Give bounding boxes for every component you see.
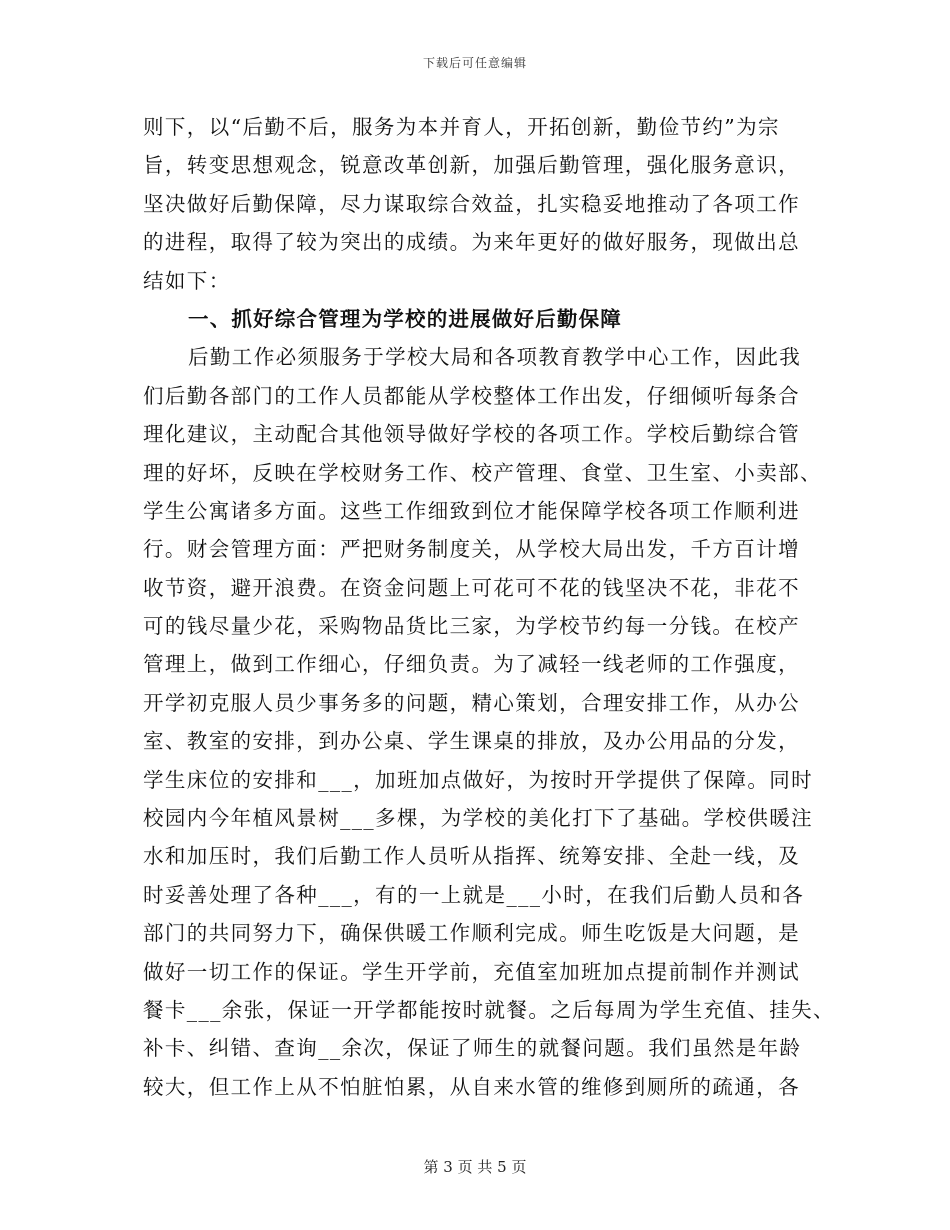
text-line: 学生公寓诸多方面。这些工作细致到位才能保障学校各项工作顺利进 [143,498,800,523]
text-line: 的进程，取得了较为突出的成绩。为来年更好的做好服务，现做出总 [143,230,800,255]
text-line: 管理上，做到工作细心，仔细负责。为了减轻一线老师的工作强度， [143,652,800,677]
document-body [143,108,835,1106]
text-line: 水和加压时，我们后勤工作人员听从指挥、统筹安排、全赴一线，及 [143,844,800,869]
section-heading: 一、抓好综合管理为学校的进展做好后勤保障 [188,306,622,331]
text-line: 可的钱尽量少花，采购物品货比三家，为学校节约每一分钱。在校产 [143,614,800,639]
text-line: 做好一切工作的保证。学生开学前，充值室加班加点提前制作并测试 [143,959,800,984]
text-line: 结如下： [143,268,231,293]
page-header-note: 下载后可任意编辑 [422,56,527,70]
text-line: 们后勤各部门的工作人员都能从学校整体工作出发，仔细倾听每条合 [143,383,800,408]
text-line: 旨，转变思想观念，锐意改革创新，加强后勤管理，强化服务意识， [143,153,800,178]
text-line: 开学初克服人员少事务多的问题，精心策划，合理安排工作，从办公 [143,690,800,715]
text-line: 部门的共同努力下，确保供暖工作顺利完成。师生吃饭是大问题，是 [143,921,800,946]
text-line: 理的好坏，反映在学校财务工作、校产管理、食堂、卫生室、小卖部、 [143,460,822,485]
text-line: 理化建议，主动配合其他领导做好学校的各项工作。学校后勤综合管 [143,422,800,447]
text-line: 校园内今年植风景树___多棵，为学校的美化打下了基础。学校供暖注 [143,806,814,831]
page-number-footer: 第 3 页 共 5 页 [423,1158,527,1176]
text-line: 室、教室的安排，到办公桌、学生课桌的排放，及办公用品的分发， [143,729,800,754]
text-line: 时妥善处理了各种___，有的一上就是___小时，在我们后勤人员和各 [143,882,805,907]
text-line: 较大，但工作上从不怕脏怕累，从自来水管的维修到厕所的疏通，各 [143,1074,800,1099]
text-line: 行。财会管理方面：严把财务制度关，从学校大局出发，千方百计增 [143,537,800,562]
text-line: 餐卡___余张，保证一开学都能按时就餐。之后每周为学生充值、挂失、 [143,997,835,1022]
text-line: 坚决做好后勤保障，尽力谋取综合效益，扎实稳妥地推动了各项工作 [143,191,800,216]
text-line: 补卡、纠错、查询__余次，保证了师生的就餐问题。我们虽然是年龄 [143,1036,802,1061]
text-line: 学生床位的安排和___，加班加点做好，为按时开学提供了保障。同时 [143,767,814,792]
text-line: 则下，以“后勤不后，服务为本并育人，开拓创新，勤俭节约”为宗 [143,115,780,139]
text-line: 收节资，避开浪费。在资金问题上可花可不花的钱坚决不花，非花不 [143,575,800,600]
paragraph-first-line: 后勤工作必须服务于学校大局和各项教育教学中心工作，因此我 [188,345,802,370]
